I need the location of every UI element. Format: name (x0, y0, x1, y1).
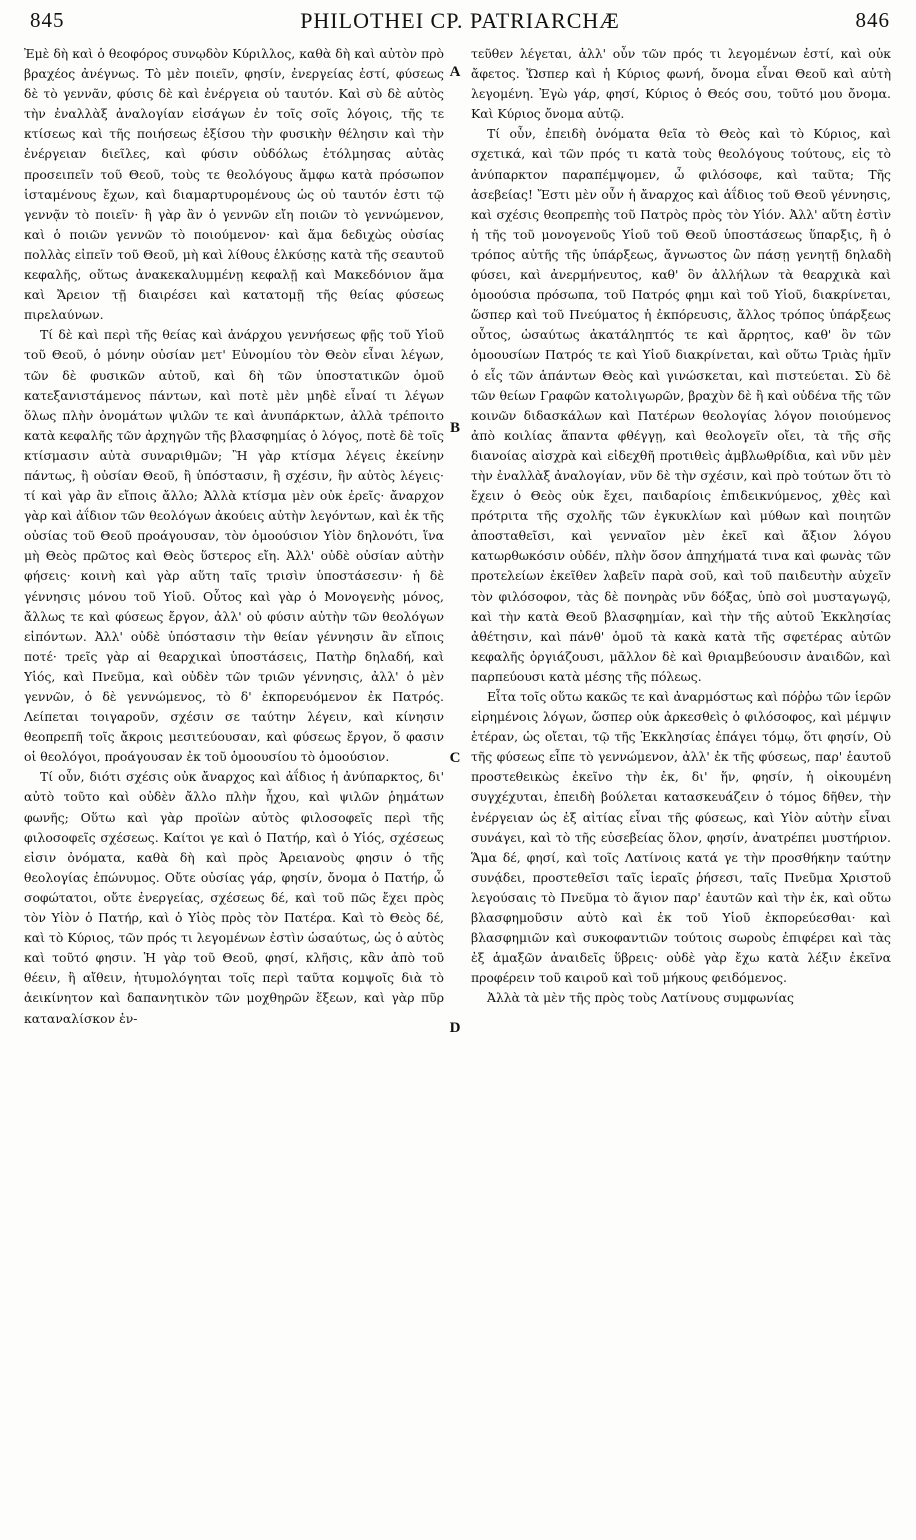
right-paragraph-4: Ἀλλὰ τὰ μὲν τῆς πρὸς τοὺς Λατίνους συμφωνίας (487, 990, 794, 1006)
right-paragraph-2: Τί οὖν, ἐπειδὴ ὀνόματα θεῖα τὸ Θεὸς καὶ τὸ Κύριος, καὶ σχετικά, καὶ τῶν πρός τι κατὰ τοὺς θεολόγους τούτους, εἰς τὸ ἀνύπαρκτον παραπέμψομεν, ὦ φιλόσοφε, καὶ ταῦτα; Τῆς ἀσεβείας! Ἔστι μὲν οὖν ἡ ἄναρχος καὶ ἀΐδιος τοῦ Θεοῦ γέννησις, καὶ σχέσις θεοπρεπὴς τοῦ Πατρὸς πρὸς τὸν Υἱόν. Ἀλλ' αὕτη ἐστὶν ἡ τῆς τοῦ μονογενοῦς Υἱοῦ τοῦ Θεοῦ ὑποστάσεως ὕπαρξις, ἢ ὁ τρόπος αὐτῆς τῆς ὑπάρξεως, ἄγνωστος ὢν πάσῃ γενητῇ δηλαδὴ φύσει, καὶ ἀνερμήνευτος, καθ' ὃν ἀλλήλων τὰ θεαρχικὰ καὶ ὁμοούσια πρόσωπα, τοῦ Πατρός φημι καὶ τοῦ Υἱοῦ, διακρίνεται, ὥσπερ καὶ τοῦ Πνεύματος ἡ ἐκπόρευσις, ἄλλος τρόπος ὑπάρξεως οὗτος, ὡσαύτως ἀκατάληπτός τε καὶ ἄρρητος, καθ' ὃν τῶν ὁμοουσίων Πατρός τε καὶ Υἱοῦ διακρίνεται, καὶ οὕτω Τριὰς ἡμῖν ὁ εἷς τῶν ἁπάντων Θεὸς καὶ γινώσκεται, καὶ πιστεύεται. Σὺ δὲ τῶν θείων Γραφῶν κατολιγωρῶν, βραχὺν δὲ ἢ καὶ οὐδένα τῆς τῶν κοινῶν διδασκάλων καὶ Πατέρων θεολογίας λόγον ποιούμενος ἀπὸ κοιλίας ἅπαντα φθέγγῃ, καὶ θεολογεῖν οἴει, τὰ τῆς σῆς διανοίας αἰσχρὰ καὶ εἰδεχθῆ προτιθεὶς ἀμβλωθρίδια, καὶ νῦν μὲν τὴν ἐναλλὰξ ἀναλογίαν, νῦν δὲ τὴν σχέσιν, καὶ πρὸ τούτων ὅτι τὸ ἔχειν ὁ Θεὸς οὐκ ἔχει, παιδαρίοις ἐπιδεικνύμενος, χθὲς καὶ πρότριτα τῆς σχολῆς τῶν ἐγκυκλίων καὶ μύθων καὶ ποιητῶν ἀποσταθεῖσι, καὶ γενναῖον μὲν ἐκεῖ καὶ ἄξιον λόγου κατωρθωκόσιν οὐδέν, πλὴν ὅσον ἀπηχήματά τινα καὶ φωνὰς τῶν προτελείων ἐκεῖθεν λαβεῖν παρὰ σοῦ, καὶ τοῦ παιδευτὴν αὐχεῖν τὸν φιλόσοφον, τὰς δὲ πονηρὰς νῦν δόξας, ὑπὸ σοὶ μυσταγωγῷ, καὶ τὴν κατὰ Θεοῦ βλασφημίαν, καὶ τὴν τῆς αὐτοῦ Ἐκκλησίας ἀθέτησιν, καὶ πάνθ' ὁμοῦ τὰ κακὰ κατὰ τῆς σφετέρας αὐτῶν κεφαλῆς ὀργιάζουσι, μᾶλλον δὲ καὶ θριαμβεύουσιν ἀναιδῶν, καὶ παρπεύουσι κατὰ μέσης τῆς πόλεως. (471, 126, 891, 684)
page-number-left: 845 (30, 8, 65, 32)
right-paragraph-1: τεῦθεν λέγεται, ἀλλ' οὖν τῶν πρός τι λεγομένων ἐστί, καὶ οὐκ ἄφετος. Ὥσπερ καὶ ἡ Κύριος φωνή, ὄνομα εἶναι Θεοῦ καὶ αὐτὴ λεγομένη. Ἐγὼ γάρ, φησί, Κύριος ὁ Θεός σου, τοῦτό μου ὄνομα. Καὶ Κύριος ὄνομα αὐτῷ. (471, 46, 891, 122)
running-title: PHILOTHEI CP. PATRIARCHÆ (300, 8, 620, 33)
margin-marker-b: B (449, 420, 460, 436)
right-column (471, 44, 891, 1526)
margin-marker-a: A (449, 64, 461, 80)
left-paragraph-1: Ἐμὲ δὴ καὶ ὁ θεοφόρος συνῳδὸν Κύριλλος, καθὰ δὴ καὶ αὐτὸν πρὸ βραχέος ἀνέγνως. Τὸ μὲν ποιεῖν, φησίν, ἐνεργείας ἐστί, φύσεως δὲ τὸ γεννᾶν, φύσις δὲ καὶ ἐνέργεια οὐ ταυτόν. Καὶ σὺ δὲ αὐτὸς τὴν ἐναλλὰξ ἀναλογίαν εἰσάγων ἐν τοῖς σοῖς λόγοις, τῆς τε κτίσεως καὶ τῆς ποιήσεως ἐξίσου τὴν φυσικὴν θέλησιν καὶ τὴν ἐνέργειαν διεῖλες, καὶ φύσιν οὐδόλως ἐτόλμησας αὐτὰς προσειπεῖν τοῦ Θεοῦ, τοὺς τε θεολόγους ἄμφω κατὰ πρόσωπον ἱσταμένους ἔχων, καὶ διαμαρτυρομένους ὡς οὐ ταυτόν ἐστι τῷ γεννᾷν τὸ ποιεῖν· ἢ γὰρ ἂν ὁ γεννῶν εἴη ποιῶν τὸ γεννώμενον, καὶ ὁ ποιῶν γεννῶν τὸ ποιούμενον· καὶ ἅμα δεδιχὼς οὐσίας πολλὰς εἰπεῖν τοῦ Θεοῦ, μὴ καὶ λίθους ἑλκύσῃς κατὰ τῆς σεαυτοῦ κεφαλῆς, οὕτως ἀνακεκαλυμμένῃ κεφαλῇ καὶ Μακεδόνιον ἅμα καὶ Ἄρειον τῇ διαιρέσει καὶ κατατομῇ τῆς θείας φύσεως πιρελαύνων. (24, 46, 444, 323)
left-paragraph-2: Τί δὲ καὶ περὶ τῆς θείας καὶ ἀνάρχου γεννήσεως φῇς τοῦ Υἱοῦ τοῦ Θεοῦ, ὁ μόνην οὐσίαν μετ' Εὐνομίου τὸν Θεὸν εἶναι λέγων, τῶν δὲ φυσικῶν αὐτοῦ, καὶ δὴ τῶν ὑποστατικῶν ὁμοῦ κατεξανιστάμενος πάντων, καὶ ποτὲ μὲν μηδὲ εἶναί τι λέγων ὅλως πλὴν ὀνομάτων ψιλῶν τε καὶ ἀνυπάρκτων, ἀλλὰ τρέποιτο κατὰ κεφαλῆς τῶν ἀρχηγῶν τῆς βλασφημίας ὁ λόγος, ποτὲ δὲ τοῖς κτίσμασιν αὐτὰ συναριθμῶν; Ἢ γὰρ κτίσμα λέγεις ἐκείνην πάντως, ἢ οὐσίαν Θεοῦ, ἢ ὑπόστασιν, ἢ σχέσιν, ἣν αὐτὸς λέγεις· τί καὶ γὰρ ἂν εἴποις ἄλλο; Ἀλλὰ κτίσμα μὲν οὐκ ἐρεῖς· ἄναρχον γὰρ καὶ ἀΐδιον τῶν θεολόγων ἀκούεις αὐτὴν λεγόντων, καὶ ἐκ τῆς οὐσίας τοῦ Θεοῦ προάγουσαν, τὸν ὁμοούσιον Υἱὸν δηλονότι, ἵνα μὴ Θεὸς πρῶτος καὶ Θεὸς ὕστερος εἴη. Ἀλλ' οὐδὲ οὐσίαν αὐτὴν φήσεις· κοινὴ καὶ γὰρ αὕτη ταῖς τρισὶν ὑποστάσεσιν· ἡ δὲ γέννησις μόνου τοῦ Υἱοῦ. Οὗτος καὶ γὰρ ὁ Μονογενὴς μόνος, ἄλλως τε καὶ φύσεως ἔργον, ἀλλ' οὐ φύσιν αὐτὴν τῶν θεολόγων εἰπόντων. Ἀλλ' οὐδὲ ὑπόστασιν τὴν θείαν γέννησιν ἂν εἴποις ποτέ· τρεῖς γὰρ αἱ θεαρχικαὶ ὑποστάσεις, Πατὴρ δηλαδή, καὶ Υἱός, καὶ Πνεῦμα, καὶ οὐδὲν τῶν τριῶν γέννησις, ἀλλ' ὁ μὲν γεννῶν, ὁ δὲ γεννώμενος, τὸ δ' ἐκπορευόμενον ἐκ Πατρός. Λείπεται τοιγαροῦν, σχέσιν σε ταύτην λέγειν, καὶ κίνησιν θεοπρεπῆ τοῖς ἄκροις μεσιτεύουσαν, καὶ φύσεως ἔργον, ὅ φασιν οἱ θεολόγοι, προάγουσαν ἐκ τοῦ ὁμοουσίου τὸ ὁμοούσιον. (24, 327, 444, 765)
page-number-right: 846 (855, 8, 890, 32)
right-paragraph-3: Εἶτα τοῖς οὕτω κακῶς τε καὶ ἀναρμόστως καὶ πόῤῥω τῶν ἱερῶν εἰρημένοις λόγων, ὥσπερ οὐκ ἀρκεσθεὶς ὁ φιλόσοφος, καὶ μέμψιν ἑτέραν, ὡς οἴεται, τῷ τῆς Ἐκκλησίας ἐπάγει τόμῳ, ὅτι φησίν, Οὐ τῆς φύσεως εἶπε τὸ γεννώμενον, ἀλλ' ἐκ τῆς φύσεως, παρ' ἑαυτοῦ προστεθεικὼς ἐκεῖνο τὴν ἐκ, δι' ἥν, φησίν, ἡ οἰκουμένη συγχέχυται, ἐπειδὴ βούλεται κατασκευάζειν ὁ τόμος δῆθεν, τὴν ἐνέργειαν ὡς ἐξ αἰτίας εἶναι τῆς φύσεως, καὶ Υἱὸν αὐτὴν εἶναι συνάγει, καὶ τὸ τῆς εὐσεβείας ὅλον, φησίν, ἀνατρέπει μυστήριον. Ἅμα δέ, φησί, καὶ τοῖς Λατίνοις κατά γε τὴν προσθήκην ταύτην συνᾴδει, προστεθεῖσι ταῖς ἱεραῖς ῥήσεσι, ταῖς Πνεῦμα Χριστοῦ λεγούσαις τὸ Πνεῦμα τὸ ἅγιον παρ' ἑαυτῶν καὶ τὴν ἐκ, καὶ οὕτω βλασφημοῦσιν αὐτὸ καὶ ἐκ τοῦ Υἱοῦ ἐκπορεύεσθαι· καὶ βλασφημιῶν καὶ συκοφαντιῶν τούτοις σωροὺς ἐπιφέρει καὶ τὰς ἐξ ἁμαξῶν ἀναιδεῖς ὕβρεις· οὐδὲ γὰρ ἔχω κατὰ λέξιν ἐκεῖνα προφέρειν τοῦ καιροῦ καὶ τοῦ μήκους φειδόμενος. (471, 689, 891, 986)
left-paragraph-3: Τί οὖν, διότι σχέσις οὐκ ἄναρχος καὶ ἀΐδιος ἡ ἀνύπαρκτος, δι' αὐτὸ τοῦτο καὶ οὐδὲν ἄλλο πλὴν ἦχου, καὶ ψιλῶν ῥημάτων φωνῆς; Οὕτω καὶ γὰρ προϊὼν αὐτὸς φιλοσοφεῖς περὶ τῆς φιλοσοφεῖς σχέσεως. Καίτοι γε καὶ ὁ Πατήρ, καὶ ὁ Υἱός, σχέσεως εἰσιν ὀνόματα, καθὰ δὴ καὶ πρὸς Ἀρειανοὺς φησιν ὁ τῆς θεολογίας ἐπώνυμος. Οὔτε οὐσίας γάρ, φησίν, ὄνομα ὁ Πατήρ, ὦ σοφώτατοι, οὔτε ἐνεργείας, σχέσεως δέ, καὶ τοῦ πῶς ἔχει πρὸς τὸν Υἱὸν ὁ Πατήρ, καὶ ὁ Υἱὸς πρὸς τὸν Πατέρα. Καὶ τὸ Θεὸς δέ, καὶ τὸ Κύριος, τῶν πρός τι λεγομένων ἐστὶν ὡσαύτως, ὡς ὁ αὐτὸς καὶ τοῦτό φησιν. Ἡ γὰρ τοῦ Θεοῦ, φησί, κλῆσις, κἂν ἀπὸ τοῦ θέειν, ἢ αἴθειν, ἠτυμολόγηται τοῖς περὶ ταῦτα κομψοῖς διὰ τὸ ἀεικίνητον καὶ δαπανητικὸν τῶν μοχθηρῶν ἕξεων, καὶ γὰρ πῦρ καταναλίσκον ἐν- (24, 769, 444, 1026)
left-column (24, 44, 444, 1526)
margin-marker-c: C (449, 750, 461, 766)
margin-marker-d: D (449, 1020, 461, 1036)
running-head (30, 6, 890, 40)
